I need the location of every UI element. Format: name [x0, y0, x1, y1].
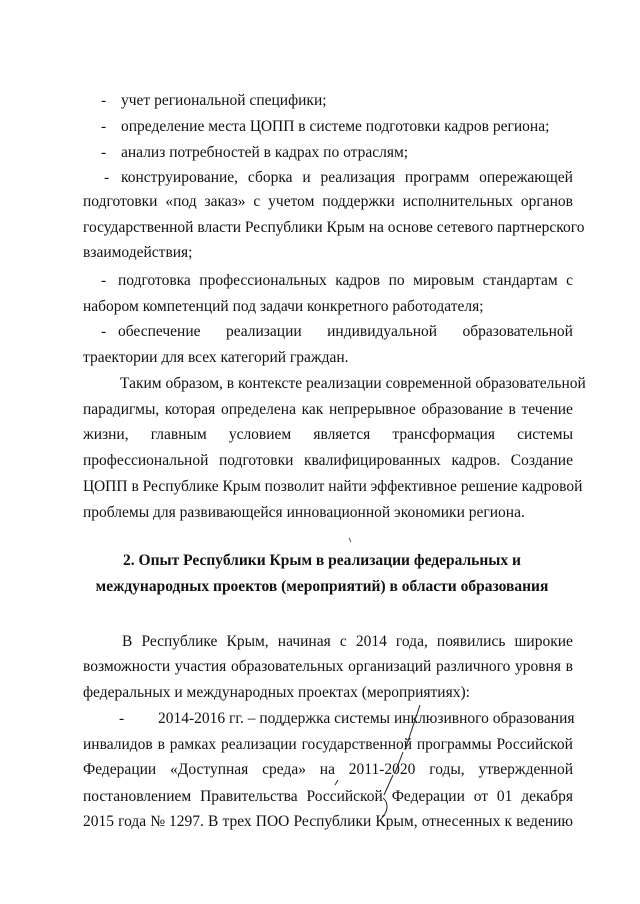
- pen-stroke: [349, 538, 351, 542]
- bullet-dash: -: [101, 272, 107, 289]
- paragraph-2-line-2: возможности участия образовательных организаций различного уровня в: [83, 658, 573, 675]
- bullet-dash: -: [101, 144, 107, 161]
- paragraph-1-line-5: ЦОПП в Республике Крым позволит найти эффективное решение кадровой: [83, 478, 583, 495]
- bullet-item-7-line-1: 2014-2016 гг. – поддержка системы инклюзивного образования: [158, 710, 575, 727]
- bullet-item-2: определение места ЦОПП в системе подготовки кадров региона;: [121, 118, 550, 135]
- bullet-dash: -: [119, 710, 125, 727]
- paragraph-2-line-1: В Республике Крым, начиная с 2014 года, появились широкие: [122, 633, 573, 650]
- bullet-item-7-line-3: Федерации «Доступная среда» на 2011-2020 годы, утвержденной: [83, 761, 573, 778]
- bullet-item-1: учет региональной специфики;: [121, 92, 327, 109]
- bullet-item-4-line-4: взаимодействия;: [83, 244, 193, 261]
- pen-stroke: [384, 775, 393, 795]
- bullet-item-4-line-3: государственной власти Республики Крым на основе сетевого партнерского: [83, 219, 585, 236]
- pen-stroke: [382, 798, 387, 817]
- bullet-item-5-line-1: подготовка профессиональных кадров по мировым стандартам с: [118, 272, 573, 289]
- bullet-item-6-line-2: траектории для всех категорий граждан.: [83, 349, 349, 366]
- bullet-item-6-line-1: обеспечение реализации индивидуальной образовательной: [118, 323, 573, 340]
- pen-stroke: [405, 705, 420, 750]
- bullet-item-7-line-4: постановлением Правительства Российской Федерации от 01 декабря: [83, 788, 573, 805]
- paragraph-1-line-6: проблемы для развивающейся инновационной экономики региона.: [83, 504, 525, 521]
- bullet-item-7-line-2: инвалидов в рамках реализации государственной программы Российской: [83, 736, 573, 753]
- section-heading-line-2: международных проектов (мероприятий) в области образования: [95, 578, 549, 595]
- paragraph-1-line-3: жизни, главным условием является трансформация системы: [83, 426, 573, 443]
- bullet-item-5-line-2: набором компетенций под задачи конкретного работодателя;: [83, 298, 484, 315]
- bullet-item-4-line-2: подготовки «под заказ» с учетом поддержки исполнительных органов: [83, 193, 573, 210]
- paragraph-1-line-1: Таким образом, в контексте реализации современной образовательной: [120, 375, 586, 392]
- bullet-item-7-line-5: 2015 года № 1297. В трех ПОО Республики Крым, отнесенных к ведению: [83, 813, 573, 830]
- bullet-dash: -: [101, 323, 107, 340]
- pen-stroke: [395, 752, 403, 773]
- bullet-item-3: анализ потребностей в кадрах по отраслям;: [121, 144, 409, 161]
- paragraph-1-line-2: парадигмы, которая определена как непрерывное образование в течение: [83, 401, 573, 418]
- bullet-item-4-line-1: конструирование, сборка и реализация программ опережающей: [121, 169, 573, 186]
- bullet-dash: -: [101, 92, 107, 109]
- paragraph-2-line-3: федеральных и международных проектах (мероприятиях):: [83, 684, 470, 701]
- paragraph-1-line-4: профессиональной подготовки квалифицированных кадров. Создание: [83, 452, 573, 469]
- bullet-dash: -: [104, 169, 110, 186]
- bullet-dash: -: [101, 118, 107, 135]
- section-heading-line-1: 2. Опыт Республики Крым в реализации федеральных и: [123, 552, 521, 569]
- pen-stroke: [335, 780, 338, 785]
